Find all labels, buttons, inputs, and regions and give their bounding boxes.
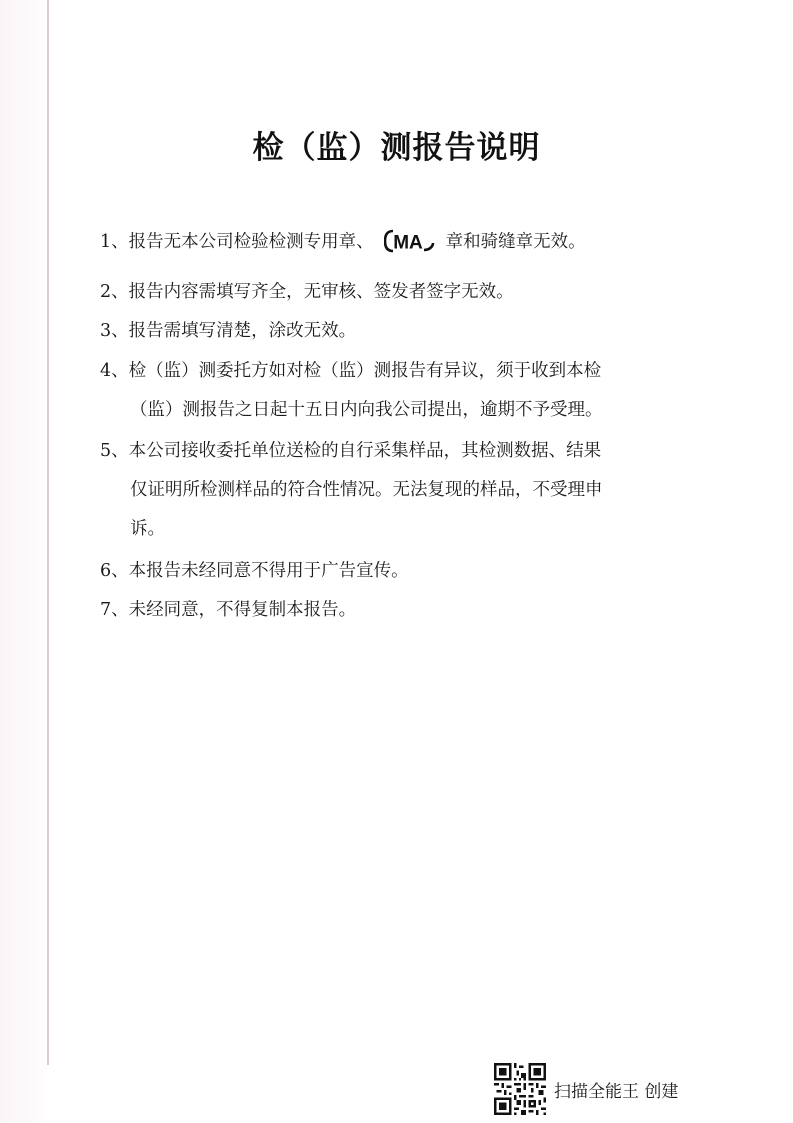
note-item-5: [100, 432, 680, 549]
note-item-7: [100, 591, 680, 630]
qr-code-icon: [494, 1063, 546, 1115]
item-text: 未经同意，不得复制本报告。: [128, 600, 357, 620]
item-text: 报告无本公司检验检测专用章、: [128, 232, 374, 252]
item-number: 1、: [100, 232, 129, 252]
item-number: 2、: [100, 282, 129, 302]
scanner-app-credit: 扫描全能王 创建: [554, 1081, 679, 1102]
item-text: 报告需填写清楚，涂改无效。: [128, 321, 357, 341]
item-number: 3、: [100, 321, 129, 341]
cma-mark-letters: MA: [392, 232, 423, 253]
note-item-2: [100, 273, 680, 312]
item-text: 报告内容需填写齐全，无审核、签发者签字无效。: [128, 282, 514, 302]
scanner-watermark: [494, 1062, 678, 1116]
item-number: 6、: [100, 561, 129, 581]
page-edge-shadow: [0, 0, 48, 1123]
document-title: 检（监）测报告说明: [252, 130, 541, 166]
cma-mark-icon: [384, 228, 436, 254]
item-text-line-2: （监）测报告之日起十五日内向我公司提出，逾期不予受理。: [130, 400, 603, 420]
item-text-line-1: 检（监）测委托方如对检（监）测报告有异议，须于收到本检: [128, 361, 602, 381]
item-text: 本报告未经同意不得用于广告宣传。: [128, 561, 409, 581]
item-text-after-mark: 章和骑缝章无效。: [445, 232, 586, 252]
item-number: 5、: [100, 441, 129, 461]
item-number: 4、: [100, 361, 129, 381]
item-text-line-3: 诉。: [130, 519, 165, 539]
note-item-6: [100, 552, 680, 591]
note-item-3: [100, 312, 680, 351]
item-text-line-1: 本公司接收委托单位送检的自行采集样品，其检测数据、结果: [128, 441, 602, 461]
note-item-4: [100, 352, 680, 430]
note-item-1: [100, 223, 680, 262]
item-text-line-2: 仅证明所检测样品的符合性情况。无法复现的样品，不受理申: [130, 480, 603, 500]
item-number: 7、: [100, 600, 129, 620]
